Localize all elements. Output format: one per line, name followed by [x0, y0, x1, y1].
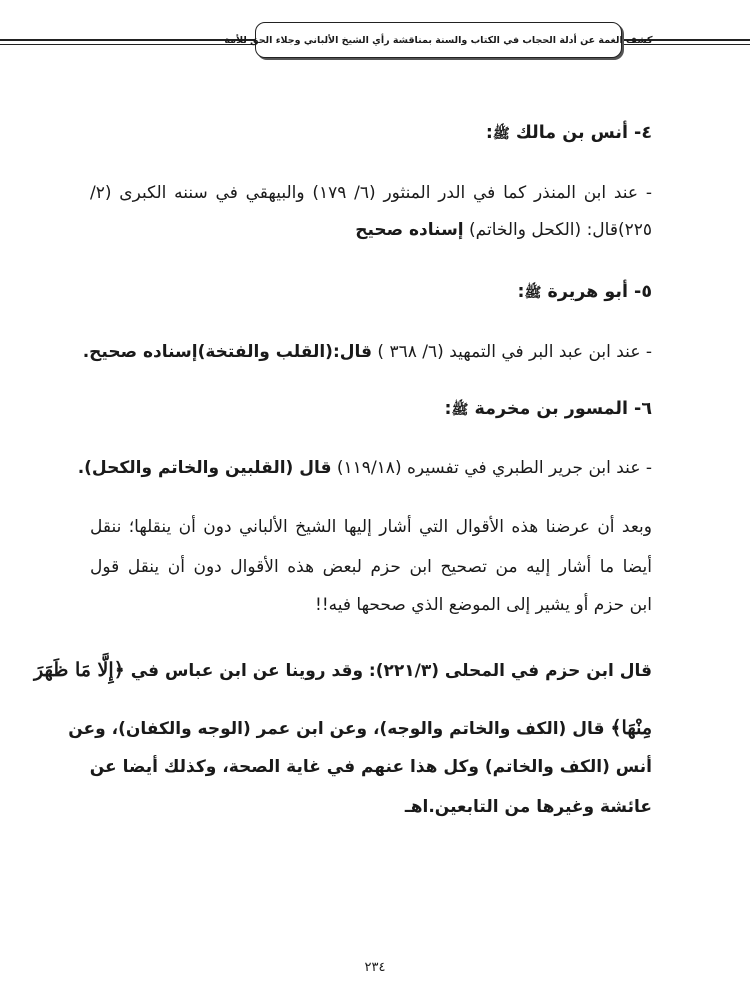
section-6-line-1-start: - عند ابن جرير الطبري في تفسيره (١١٩/١٨): [336, 458, 652, 478]
honorific-glyph: ﷺ: [492, 126, 510, 142]
paragraph-line-3: ابن حزم أو يشير إلى الموضع الذي صححها فيه!!: [315, 595, 652, 615]
honorific-glyph: ﷺ: [451, 402, 469, 418]
quote-line-3: أنس (الكف والخاتم) وكل هذا عنهم في غاية الصحة، وكذلك أيضا عن: [89, 757, 652, 777]
page-number: ٢٣٤: [364, 960, 386, 975]
section-4-line-1: - عند ابن المنذر كما في الدر المنثور (٦/ ١٧٩) والبيهقي في سننه الكبرى (٢/: [90, 183, 652, 203]
section-4-colon: :: [485, 123, 493, 143]
section-6-heading: [445, 394, 653, 425]
quote-line-2-rest: قال (الكف والخاتم والوجه)، وعن ابن عمر (الوجه والكفان)، وعن: [68, 719, 605, 739]
section-5-line-1-start: - عند ابن عبد البر في التمهيد (٦/ ٣٦٨ ): [377, 342, 652, 362]
section-5-grading: قال:(القلب والفتخة)إسناده صحيح.: [82, 342, 373, 362]
honorific-glyph: ﷺ: [524, 285, 542, 301]
quote-line-1: [33, 655, 652, 686]
quran-verse-part-1: ﴿إِلَّا مَا ظَهَرَ: [33, 659, 125, 681]
quran-verse-part-2: مِنْهَا﴾: [610, 717, 652, 739]
quote-line-1-start: قال ابن حزم في المحلى (٢٢١/٣): وقد روينا عن ابن عباس في: [130, 661, 652, 681]
section-4-heading: [486, 118, 652, 149]
section-4-title: ٤- أنس بن مالك: [515, 123, 652, 143]
book-title: كشف الغمة عن أدلة الحجاب في الكتاب والسنة بمناقشة رأي الشيخ الألباني وجلاء الحق للأمة: [224, 34, 653, 46]
quote-line-4: عائشة وغيرها من التابعين.اهـ: [404, 797, 652, 817]
section-4-grading: إسناده صحيح: [355, 220, 464, 240]
quote-line-2: [68, 713, 652, 744]
section-5-colon: :: [517, 282, 525, 302]
section-5-title: ٥- أبو هريرة: [547, 282, 652, 302]
section-4-line-2: [355, 215, 652, 245]
section-6-grading: قال (القلبين والخاتم والكحل).: [77, 458, 332, 478]
section-5-line-1: [83, 337, 652, 367]
paragraph-line-1: وبعد أن عرضنا هذه الأقوال التي أشار إليها الشيخ الألباني دون أن ينقلها؛ ننقل: [90, 517, 652, 537]
section-5-heading: [517, 277, 652, 308]
paragraph-line-2: أيضا ما أشار إليه من تصحيح ابن حزم لبعض هذه الأقوال دون أن ينقل قول: [90, 557, 652, 577]
section-4-line-2-start: ٢٢٥)قال: (الكحل والخاتم): [469, 220, 652, 240]
section-6-title: ٦- المسور بن مخرمة: [474, 399, 652, 419]
section-6-colon: :: [444, 399, 452, 419]
section-6-line-1: [78, 453, 652, 483]
running-header: [224, 22, 653, 58]
